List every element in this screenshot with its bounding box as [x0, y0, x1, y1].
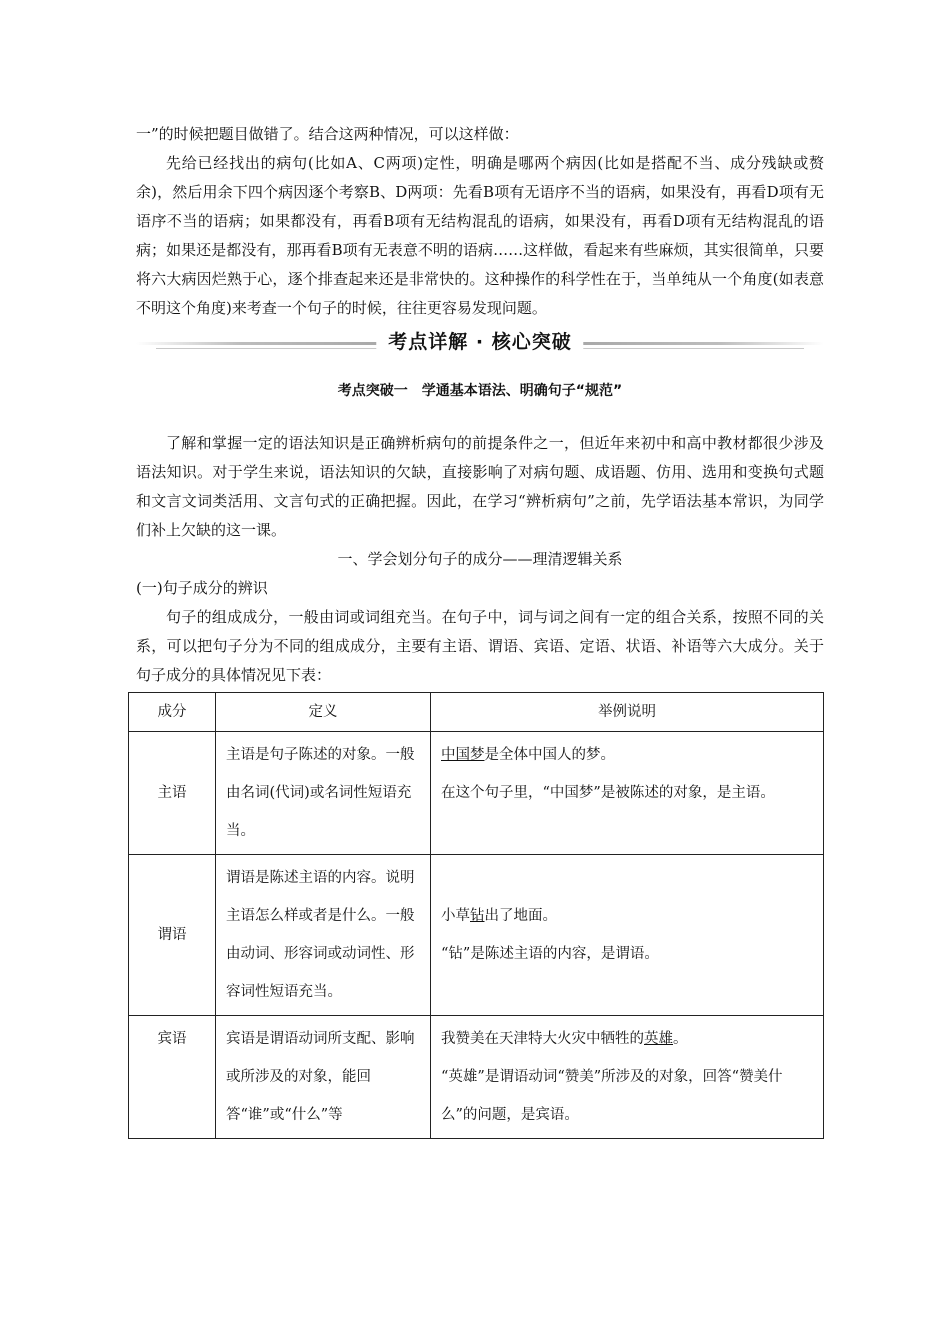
underlined-word: 英雄: [644, 1031, 673, 1047]
component-name: 谓语: [129, 855, 216, 1016]
sentence-components-table: [128, 692, 824, 1139]
section-title: 考点突破一 学通基本语法、明确句子“规范”: [337, 383, 623, 399]
component-definition: 宾语是谓语动词所支配、影响或所涉及的对象，能回答“谁”或“什么”等: [216, 1016, 431, 1139]
component-example: [431, 732, 824, 855]
example-sentence: 中国梦是全体中国人的梦。: [441, 747, 615, 763]
example-sentence: 小草钻出了地面。: [441, 908, 557, 924]
component-definition: 谓语是陈述主语的内容。说明主语怎么样或者是什么。一般由动词、形容词或动词性、形容词性短语充当。: [216, 855, 431, 1016]
table-intro-paragraph: 句子的组成成分，一般由词或词组充当。在句子中，词与词之间有一定的组合关系，按照不同的关系，可以把句子分为不同的组成成分，主要有主语、谓语、宾语、定语、状语、补语等六大成分。关于句子成分的具体情况见下表：: [136, 608, 824, 684]
underlined-word: 中国梦: [441, 747, 485, 763]
example-explanation: 在这个句子里，“中国梦”是被陈述的对象，是主语。: [441, 785, 775, 801]
banner-title: 考点详解 · 核心突破: [376, 327, 583, 357]
component-example: [431, 1016, 824, 1139]
component-name: 宾语: [129, 1016, 216, 1139]
table-header-row: [129, 693, 824, 732]
table-row: [129, 855, 824, 1016]
header-definition: 定义: [216, 693, 431, 732]
component-example: [431, 855, 824, 1016]
component-definition: 主语是句子陈述的对象。一般由名词(代词)或名词性短语充当。: [216, 732, 431, 855]
paragraph-continuation: 一”的时候把题目做错了。结合这两种情况，可以这样做：: [136, 125, 519, 143]
example-sentence: 我赞美在天津特大火灾中牺牲的英雄。: [441, 1031, 688, 1047]
section-banner: [136, 327, 824, 357]
document-page: [136, 120, 824, 1139]
underlined-word: 钻: [470, 908, 485, 924]
header-component: 成分: [129, 693, 216, 732]
example-explanation: “英雄”是谓语动词“赞美”所涉及的对象，回答“赞美什么”的问题，是宾语。: [441, 1069, 783, 1123]
component-name: 主语: [129, 732, 216, 855]
sub-subheading: (一)句子成分的辨识: [136, 579, 268, 597]
subheading: 一、学会划分句子的成分——理清逻辑关系: [337, 550, 623, 568]
paragraph-method: 先给已经找出的病句(比如A、C两项)定性，明确是哪两个病因(比如是搭配不当、成分残缺或赘余)，然后用余下四个病因逐个考察B、D两项：先看B项有无语序不当的语病，如果没有，再看D项有无语序不当的语病；如果都没有，再看B项有无结构混乱的语病，如果没有，再看D项有无结构混乱的语病；如果还是都没有，那再看B项有无表意不明的语病……这样做，看起来有些麻烦，其实很简单，只要将六大病因烂熟于心，逐个排查起来还是非常快的。这种操作的科学性在于，当单纯从一个角度(如表意不明这个角度)来考查一个句子的时候，往往更容易发现问题。: [136, 154, 824, 317]
table-row: [129, 732, 824, 855]
header-example: 举例说明: [431, 693, 824, 732]
intro-paragraph: 了解和掌握一定的语法知识是正确辨析病句的前提条件之一，但近年来初中和高中教材都很少涉及语法知识。对于学生来说，语法知识的欠缺，直接影响了对病句题、成语题、仿用、选用和变换句式题和文言文词类活用、文言句式的正确把握。因此，在学习“辨析病句”之前，先学语法基本常识，为同学们补上欠缺的这一课。: [136, 434, 824, 539]
example-explanation: “钻”是陈述主语的内容，是谓语。: [441, 946, 659, 962]
table-row: [129, 1016, 824, 1139]
